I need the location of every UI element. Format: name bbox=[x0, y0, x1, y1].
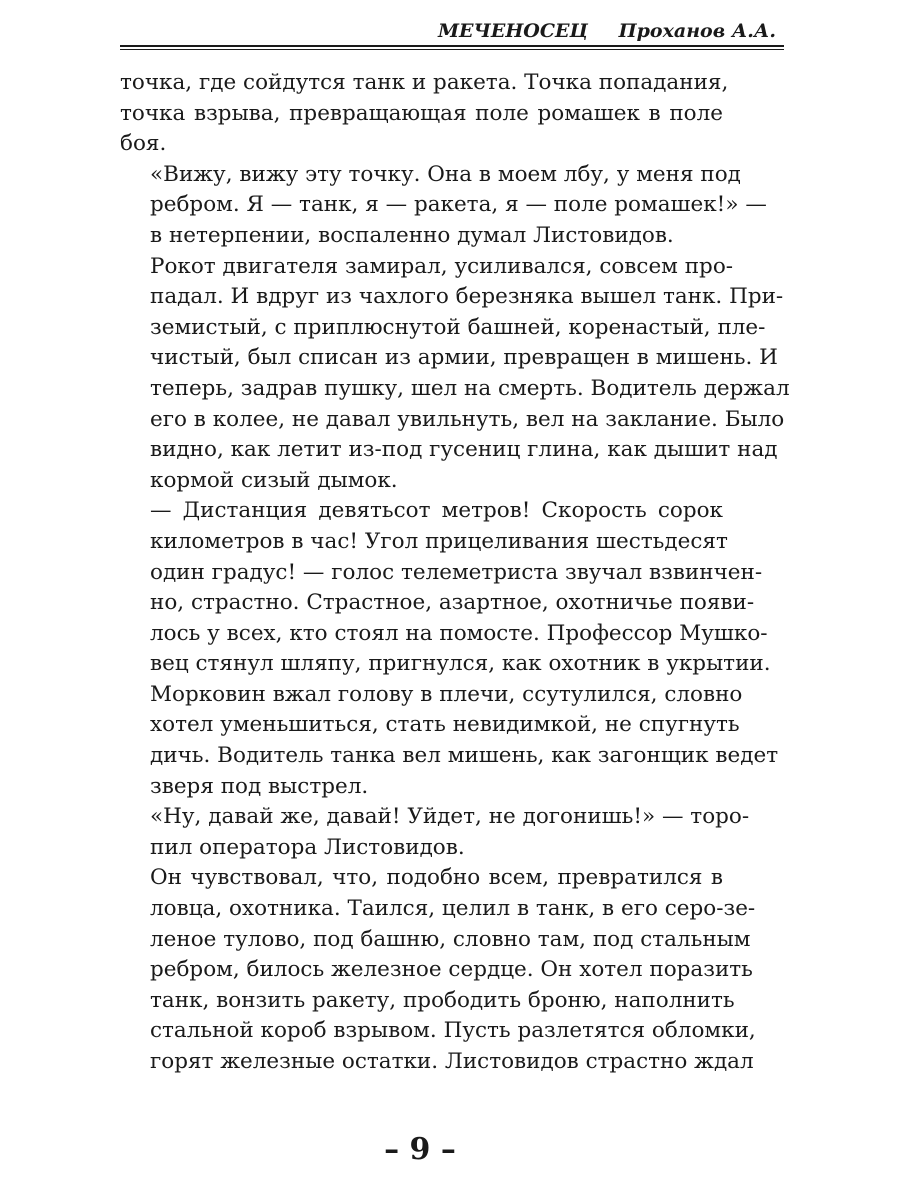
text-line: — Дистанция девятьсот метров! Скорость сорок bbox=[150, 498, 723, 524]
text-line: вец стянул шляпу, пригнулся, как охотник в укрытии. bbox=[150, 651, 771, 677]
text-line: но, страстно. Страстное, азартное, охотничье появи- bbox=[150, 590, 755, 616]
text-line: стальной короб взрывом. Пусть разлетятся обломки, bbox=[150, 1018, 756, 1044]
text-line: ребром. Я — танк, я — ракета, я — поле ромашек!» — bbox=[150, 192, 767, 218]
text-line: Рокот двигателя замирал, усиливался, совсем про- bbox=[150, 253, 734, 279]
paragraph bbox=[120, 68, 729, 160]
text-line: леное тулово, под башню, словно там, под стальным bbox=[150, 926, 751, 952]
text-line: теперь, задрав пушку, шел на смерть. Водитель держал bbox=[150, 375, 790, 401]
paragraph bbox=[120, 863, 756, 1077]
header-rule-thin bbox=[120, 49, 784, 50]
text-line: «Вижу, вижу эту точку. Она в моем лбу, у меня под bbox=[150, 161, 741, 187]
text-line: дичь. Водитель танка вел мишень, как загонщик ведет bbox=[150, 743, 779, 769]
text-line: пил оператора Листовидов. bbox=[150, 834, 465, 860]
text-line: падал. И вдруг из чахлого березняка вышел танк. При- bbox=[150, 284, 784, 310]
text-line: боя. bbox=[120, 131, 167, 157]
paragraph bbox=[120, 252, 790, 497]
text-line: его в колее, не давал увильнуть, вел на заклание. Было bbox=[150, 406, 785, 432]
page-number: – 9 – bbox=[384, 1132, 456, 1167]
text-line: хотел уменьшиться, стать невидимкой, не спугнуть bbox=[150, 712, 740, 738]
text-line: ловца, охотника. Таился, целил в танк, в его серо-зе- bbox=[150, 896, 756, 922]
text-line: видно, как летит из-под гусениц глина, как дышит над bbox=[150, 437, 778, 463]
author-name: Проханов А.А. bbox=[618, 20, 776, 42]
text-line: земистый, с приплюснутой башней, коренастый, пле- bbox=[150, 314, 766, 340]
text-line: танк, вонзить ракету, прободить броню, наполнить bbox=[150, 987, 735, 1013]
text-line: один градус! — голос телеметриста звучал взвинчен- bbox=[150, 559, 763, 585]
text-line: километров в час! Угол прицеливания шестьдесят bbox=[150, 528, 728, 554]
paragraph bbox=[120, 802, 750, 863]
text-line: горят железные остатки. Листовидов страстно ждал bbox=[150, 1049, 754, 1074]
body-text bbox=[120, 68, 790, 1078]
text-line: точка, где сойдутся танк и ракета. Точка попадания, bbox=[120, 70, 729, 95]
text-line: «Ну, давай же, давай! Уйдет, не догонишь!» — торо- bbox=[150, 804, 750, 830]
paragraph bbox=[120, 160, 767, 252]
book-title: МЕЧЕНОСЕЦ bbox=[438, 20, 588, 42]
text-line: чистый, был списан из армии, превращен в мишень. И bbox=[150, 345, 778, 371]
text-line: ребром, билось железное сердце. Он хотел поразить bbox=[150, 957, 753, 983]
text-line: зверя под выстрел. bbox=[150, 773, 369, 799]
paragraph bbox=[120, 496, 779, 802]
text-line: лось у всех, кто стоял на помосте. Профессор Мушко- bbox=[150, 620, 768, 646]
header-rule bbox=[120, 45, 784, 47]
text-line: кормой сизый дымок. bbox=[150, 467, 398, 493]
running-head bbox=[120, 16, 784, 46]
text-line: в нетерпении, воспаленно думал Листовидов. bbox=[150, 222, 674, 248]
text-line: точка взрыва, превращающая поле ромашек в поле bbox=[120, 100, 723, 126]
text-line: Он чувствовал, что, подобно всем, превратился в bbox=[150, 865, 723, 891]
text-line: Морковин вжал голову в плечи, ссутулился, словно bbox=[150, 681, 743, 707]
